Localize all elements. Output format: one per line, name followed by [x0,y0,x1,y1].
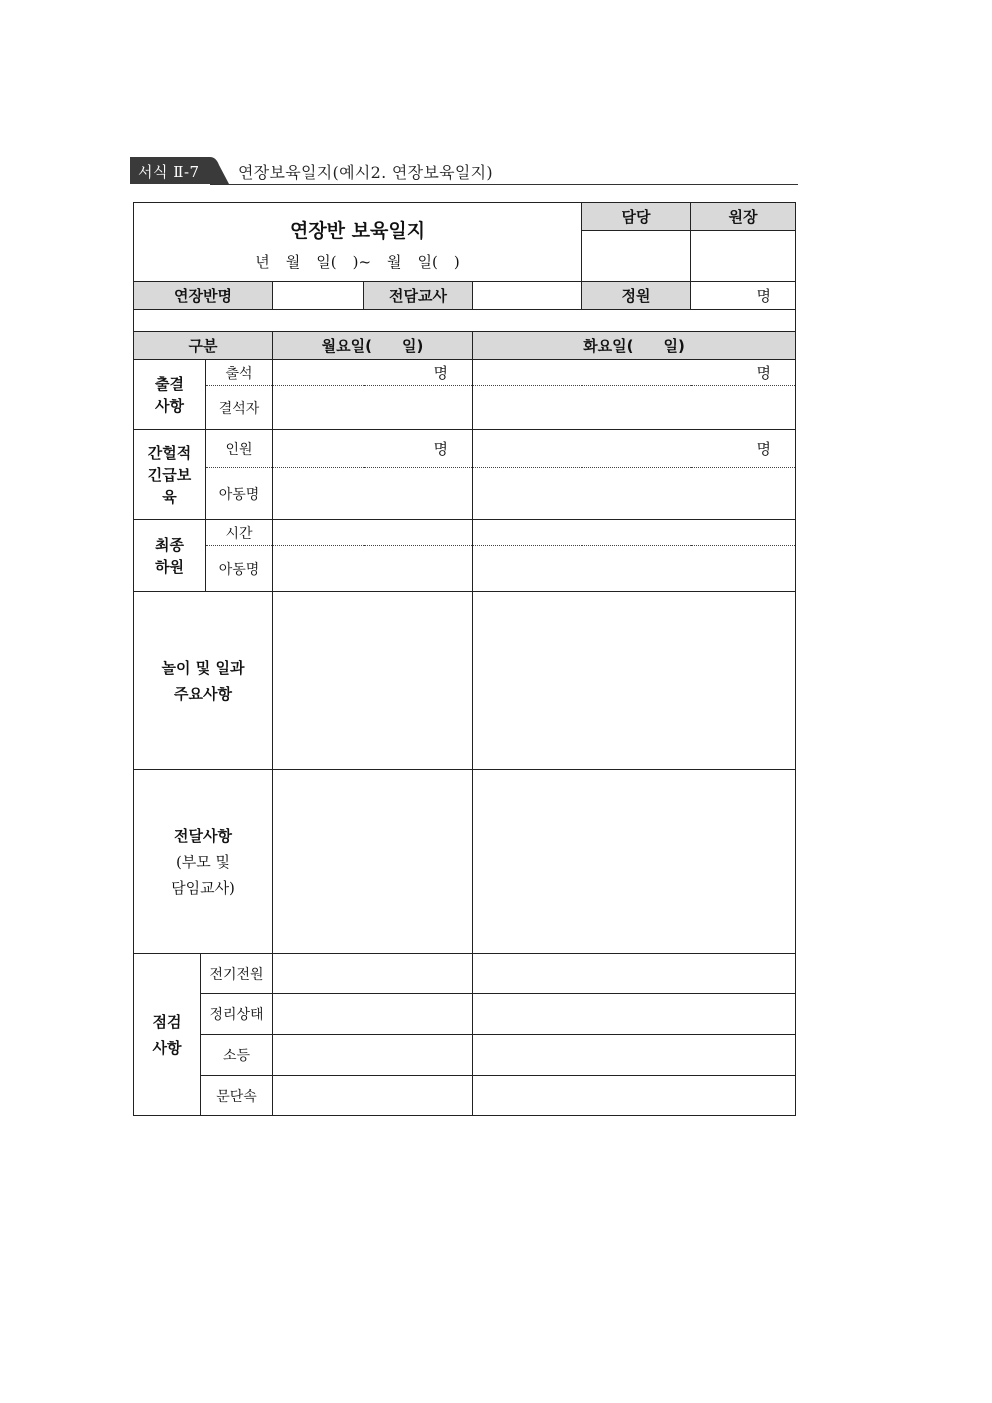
monday-departure-child-field[interactable] [273,546,473,592]
tuesday-check-lock-field[interactable] [473,1076,796,1116]
notes-label-main: 전달사항 [174,826,232,845]
teacher-field[interactable] [473,282,582,310]
tuesday-notes-field[interactable] [473,770,796,954]
date-range [134,251,581,272]
class-name-field[interactable] [273,282,364,310]
category-header: 구분 [134,332,273,360]
extended-care-log-table [133,202,796,1116]
monday-departure-time-field[interactable] [273,520,473,546]
approval-director-sign-box[interactable] [691,231,796,282]
unit-label: 명 [433,440,448,458]
date-day-end: 일( [417,253,438,271]
date-month: 월 [285,253,301,271]
monday-emergency-count-field[interactable] [273,430,473,468]
tuesday-departure-time-field[interactable] [473,520,796,546]
play-section-label: 놀이 및 일과 주요사항 [134,592,273,770]
date-day: 일( [316,253,337,271]
tuesday-check-lights-field[interactable] [473,1035,796,1076]
approval-manager-header: 담당 [582,203,691,231]
departure-time-label: 시간 [206,520,273,546]
tuesday-emergency-child-field[interactable] [473,468,796,520]
monday-present-field[interactable] [273,360,473,386]
monday-notes-field[interactable] [273,770,473,954]
monday-absent-field[interactable] [273,386,473,430]
monday-header: 월요일( 일) [273,332,473,360]
departure-section-label: 최종 하원 [134,520,206,592]
unit-label: 명 [756,440,772,458]
monday-check-lock-field[interactable] [273,1076,473,1116]
tuesday-header: 화요일( 일) [473,332,796,360]
attendance-section-label: 출결 사항 [134,360,206,430]
emergency-child-label: 아동명 [206,468,273,520]
log-title: 연장반 보육일지 [289,220,426,242]
monday-play-field[interactable] [273,592,473,770]
check-lights-label: 소등 [201,1035,273,1076]
check-section-label: 점검 사항 [134,954,201,1116]
date-close: ) [453,253,460,271]
class-name-label: 연장반명 [134,282,273,310]
departure-child-label: 아동명 [206,546,273,592]
monday-check-lights-field[interactable] [273,1035,473,1076]
notes-section-label [134,770,273,954]
form-header-title: 연장보육일지(예시2. 연장보육일지) [238,163,493,182]
emergency-count-label: 인원 [206,430,273,468]
tuesday-absent-field[interactable] [473,386,796,430]
header-divider [210,184,798,185]
unit-label: 명 [756,364,772,382]
tuesday-present-field[interactable] [473,360,796,386]
tuesday-check-power-field[interactable] [473,954,796,994]
attendance-absent-label: 결석자 [206,386,273,430]
capacity-label: 정원 [582,282,691,310]
form-number-label: 서식 Ⅱ-7 [138,163,200,181]
date-tilde: )~ [352,253,372,271]
unit-label: 명 [433,364,448,382]
emergency-section-label: 간헐적 긴급보 육 [134,430,206,520]
attendance-present-label: 출석 [206,360,273,386]
notes-label-sub: (부모 및 담임교사) [171,852,235,897]
capacity-field[interactable] [691,282,796,310]
date-year: 년 [255,253,270,271]
monday-check-tidy-field[interactable] [273,994,473,1035]
tuesday-departure-child-field[interactable] [473,546,796,592]
monday-check-power-field[interactable] [273,954,473,994]
check-power-label: 전기전원 [201,954,273,994]
monday-emergency-child-field[interactable] [273,468,473,520]
approval-manager-sign-box[interactable] [582,231,691,282]
tuesday-check-tidy-field[interactable] [473,994,796,1035]
tuesday-play-field[interactable] [473,592,796,770]
capacity-unit: 명 [756,287,772,305]
check-tidy-label: 정리상태 [201,994,273,1035]
log-title-cell [134,203,582,282]
spacer-row [134,310,796,332]
form-header [130,157,798,185]
check-lock-label: 문단속 [201,1076,273,1116]
teacher-label: 전담교사 [364,282,473,310]
approval-director-header: 원장 [691,203,796,231]
date-month-end: 월 [387,253,402,271]
tuesday-emergency-count-field[interactable] [473,430,796,468]
form-number-badge [130,157,230,184]
